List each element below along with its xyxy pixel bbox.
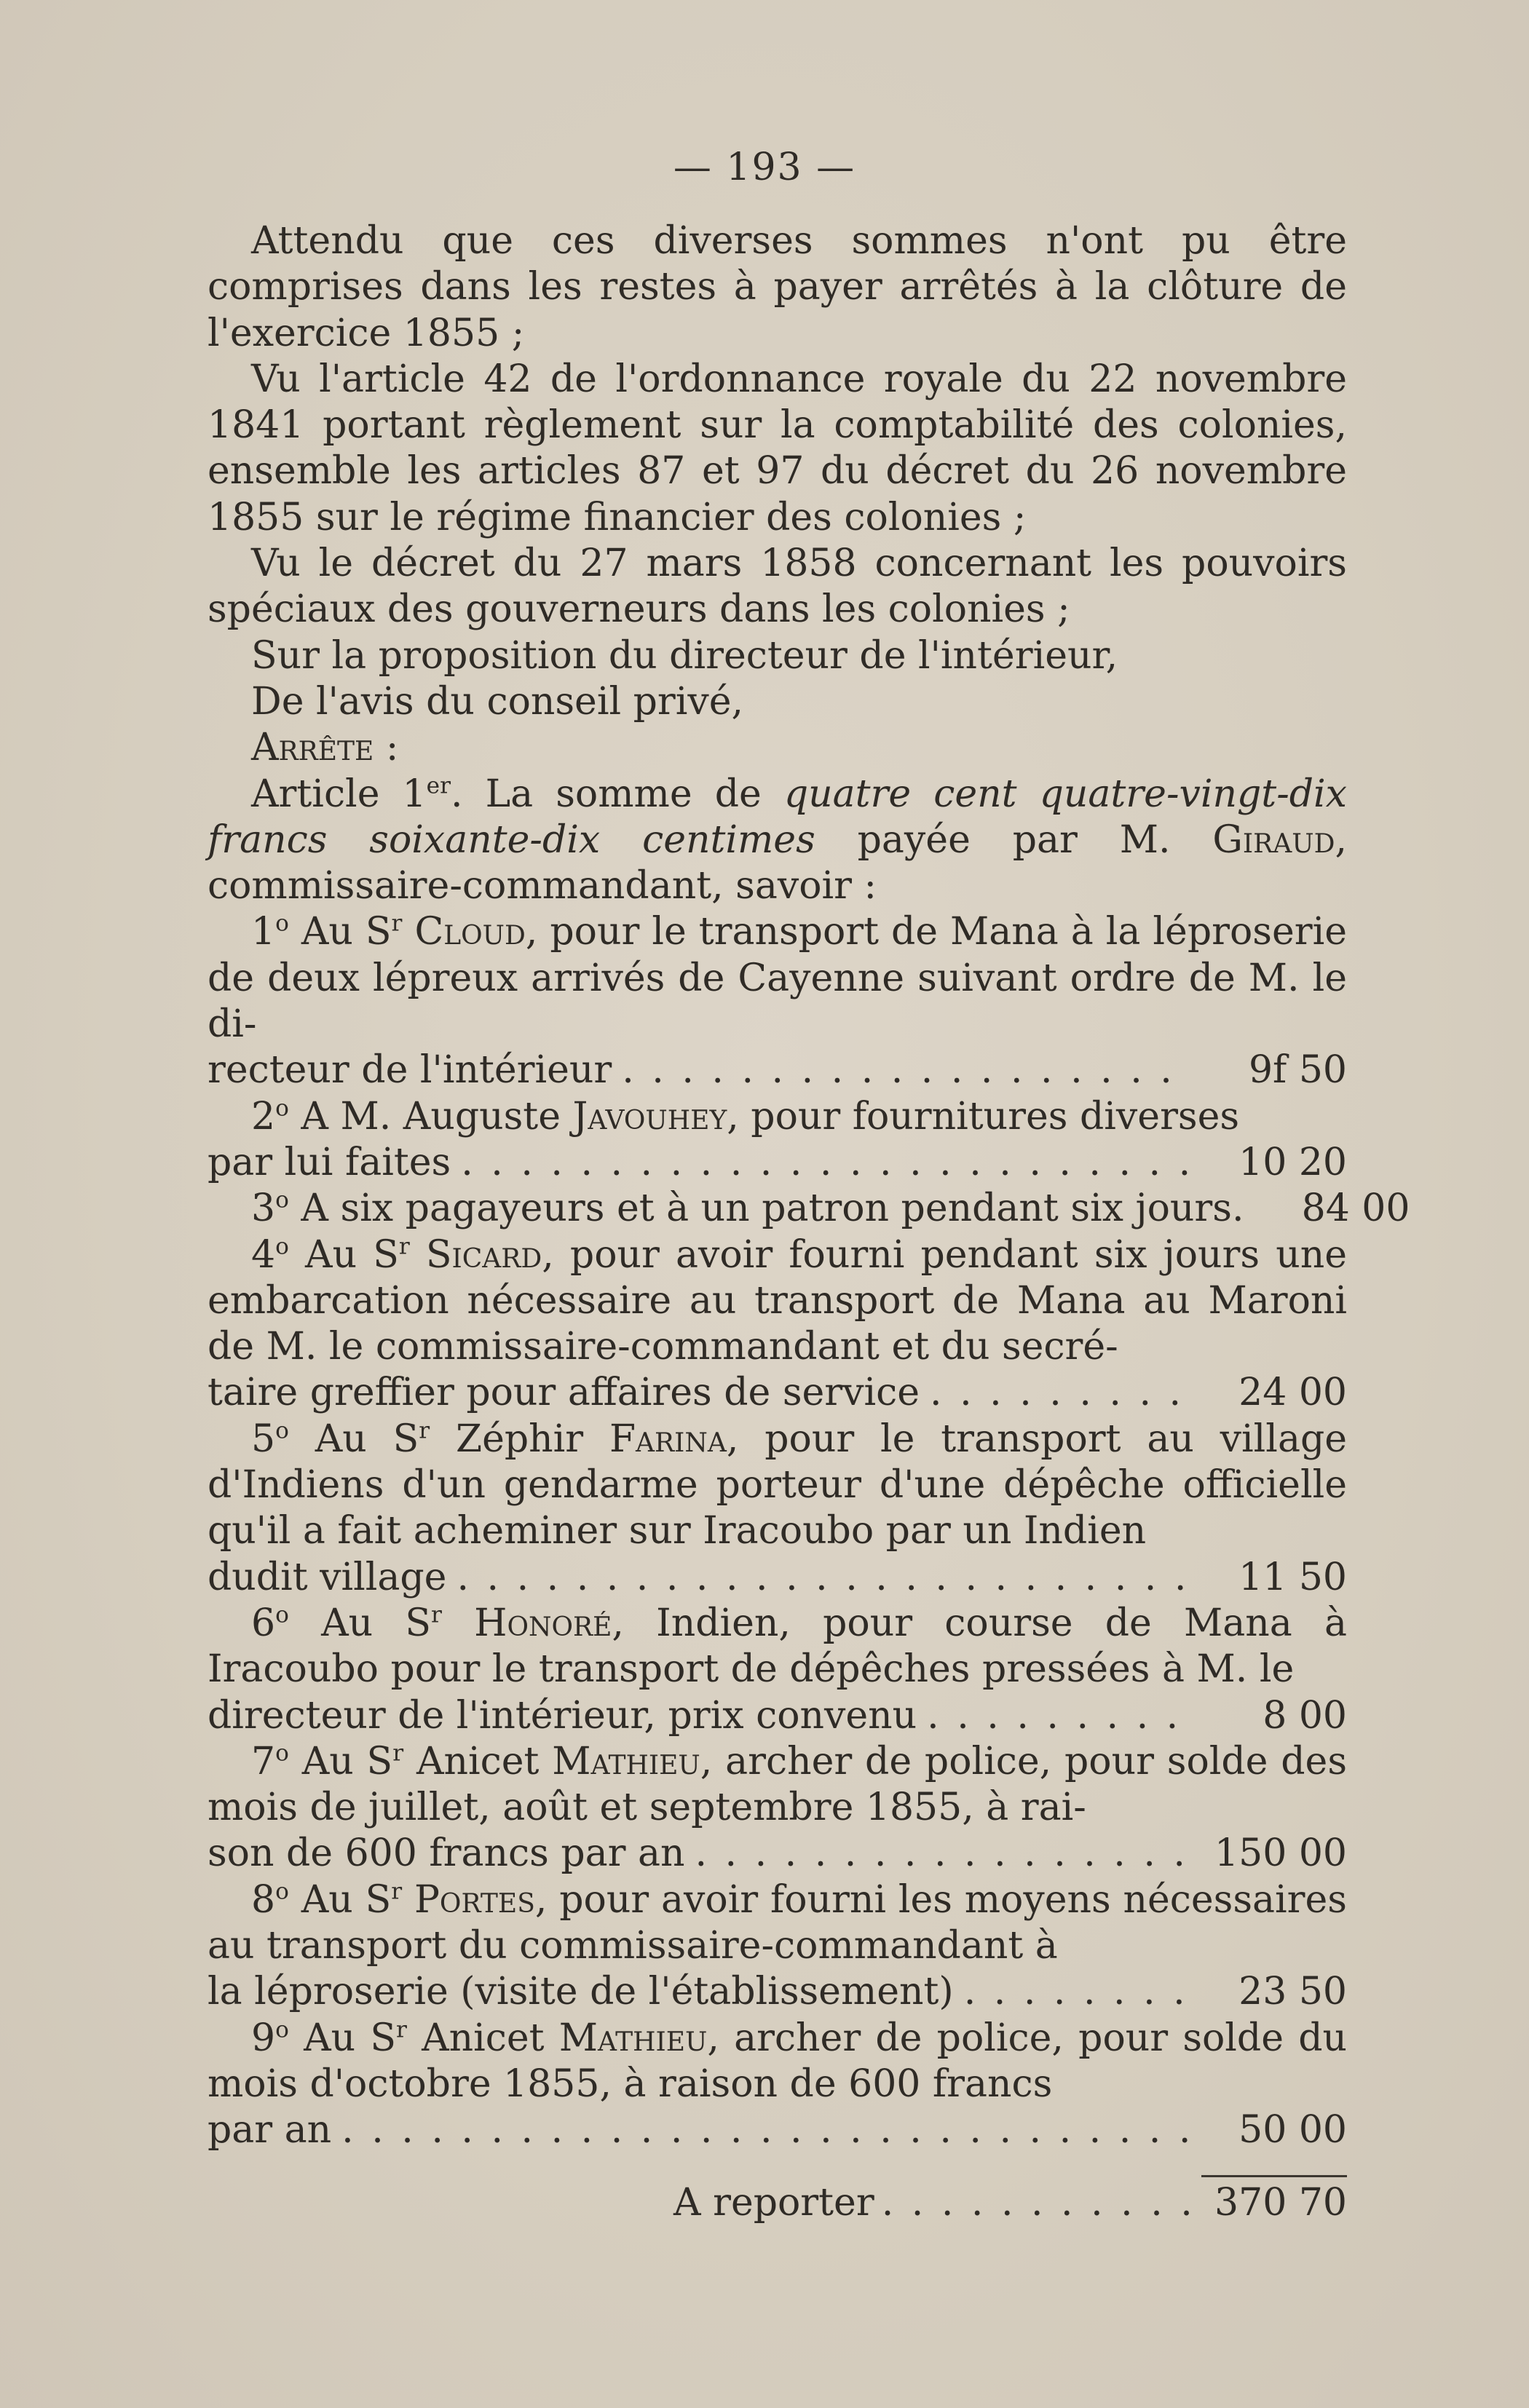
entry-number: 3 [251,1187,276,1231]
entry-number: 9 [251,2016,276,2060]
entry-body [208,1232,1347,1371]
entry-pre: Au S [288,910,392,954]
entry-body [208,1417,1347,1555]
entry-firstname: Zéphir [455,1417,609,1461]
entry-last-line [208,1140,1347,1186]
entry-body [208,1601,1347,1693]
entry-name: Mathieu [558,2016,708,2060]
article-label: Article 1 [251,772,427,816]
entry-last-text: par lui faites [208,1140,451,1184]
page-number: — 193 — [673,146,856,189]
entry-last-text: la léproserie (visite de l'établissement) [208,1970,954,2014]
dot-leader [622,1047,1191,1093]
dot-leader [341,2107,1191,2153]
entry-body-text: , pour avoir fourni pendant six jours une embarcation nécessaire au transport de Mana au Maroni de M. le commissaire-commandant et du secré- [208,1232,1347,1369]
entry-number: 2 [251,1094,276,1138]
list-item [208,1877,1347,2016]
entry-sup: r [391,1878,403,1905]
dot-leader [964,1969,1191,2015]
entry-last-line [208,1693,1347,1739]
report-amount: 370 70 [1201,2175,1347,2226]
degree-sign: o [275,1095,289,1122]
entry-body-text: , Indien, pour course de Mana à Iracoubo pour le transport de dépêches pressées à M. le [208,1601,1348,1692]
entry-firstname: Anicet [422,2016,559,2060]
list-item [208,1417,1347,1601]
entry-last-text: taire greffier pour affaires de service [208,1371,920,1415]
considerant-2: Vu l'article 42 de l'ordonnance royale du 22 novembre 1841 portant règlement sur la comptabilité des colonies, ensemble les articles 87 et 97 du décret du 26 novembre 1855 sur le régime financier des colonies ; [208,357,1347,539]
list-item [208,1601,1347,1739]
avis-line: De l'avis du conseil privé, [251,679,744,724]
entry-last-line [208,1969,1347,2015]
degree-sign: o [275,2016,289,2043]
degree-sign: o [275,911,289,938]
dot-leader [930,1370,1191,1416]
article-text-b: payée par M. [815,817,1213,862]
entry-last-line [208,1555,1347,1601]
entry-body [208,909,1347,1047]
considerant-3: Vu le décret du 27 mars 1858 concernant les pouvoirs spéciaux des gouverneurs dans les colonies ; [208,542,1347,632]
entry-number: 5 [251,1417,276,1461]
entry-amount: 23 50 [1238,1970,1347,2014]
degree-sign: o [275,1878,289,1905]
entry-last-line [208,1370,1347,1416]
entry-sup: r [398,1233,410,1260]
entry-last-line [208,1186,1410,1232]
dot-leader [695,1831,1191,1877]
entry-last-line [208,2107,1347,2153]
list-item [208,1186,1410,1232]
entry-name: Honoré [474,1601,612,1645]
entry-amount: 150 00 [1214,1831,1347,1876]
entry-name: Mathieu [552,1739,700,1783]
degree-sign: o [275,1417,289,1444]
entry-sup: r [391,911,403,938]
proposition-line: Sur la proposition du directeur de l'intérieur, [251,633,1118,678]
list-item [208,909,1347,1093]
entry-last-line [208,1831,1347,1877]
dot-leader [927,1693,1191,1739]
entry-name: Portes [414,1877,535,1922]
list-item [208,2016,1347,2154]
entry-number: 8 [251,1877,276,1922]
entry-pre: Au S [288,2016,396,2060]
entry-last-text: dudit village [208,1555,447,1599]
entry-sup: r [431,1601,442,1628]
degree-sign: o [275,1601,289,1628]
entry-last-text: directeur de l'intérieur, prix convenu [208,1693,917,1738]
entry-last-line [208,1047,1347,1093]
entry-last-text: recteur de l'intérieur [208,1048,612,1093]
entry-body-text: , pour fournitures diverses [727,1094,1240,1138]
entry-amount: 24 00 [1238,1371,1347,1415]
text-block [208,218,1410,2227]
entry-body [208,1094,1347,1140]
entry-number: 1 [251,910,276,954]
considerant-1: Attendu que ces diverses sommes n'ont pu être comprises dans les restes à payer arrêtés à la clôture de l'exercice 1855 ; [208,219,1347,355]
entry-amount: 84 00 [1301,1187,1410,1231]
entry-sup: r [395,2016,407,2043]
degree-sign: o [275,1233,289,1260]
entry-last-text: son de 600 francs par an [208,1831,685,1876]
entry-last-text: par an [208,2108,332,2152]
entry-name: Sicard [425,1232,542,1277]
entry-body [208,1877,1347,1970]
entry-name: Farina [609,1417,727,1461]
entry-pre: Au S [288,1417,419,1461]
entry-body [208,1739,1347,1831]
article-name: Giraud [1212,817,1335,862]
article-sup: er [426,772,451,799]
article-1 [208,772,1347,910]
entry-pre: A M. Auguste [288,1094,573,1138]
degree-sign: o [275,1740,289,1767]
entry-body-text: , pour le transport de Mana à la léproserie de deux lépreux arrivés de Cayenne suivant ordre de M. le di- [208,910,1347,1047]
entry-body-text: , pour avoir fourni les moyens nécessaires au transport du commissaire-commandant à [208,1877,1347,1968]
entry-firstname: Anicet [416,1739,553,1783]
entry-body-text: , archer de police, pour solde des mois de juillet, août et septembre 1855, à rai- [208,1739,1348,1830]
report-leader [882,2180,1194,2226]
list-item [208,1739,1347,1877]
entry-amount: 11 50 [1238,1555,1347,1599]
arrete-heading: Arrête : [251,726,399,770]
entry-pre: Au S [288,1601,431,1645]
entry-pre: Au S [288,1877,392,1922]
dot-leader [461,1140,1191,1186]
entry-body-text: , pour le transport au village d'Indiens d'un gendarme porteur d'une dépêche officielle qu'il a fait acheminer sur Iracoubo par un Indien [208,1417,1348,1553]
entry-body [208,2016,1347,2108]
entry-number: 6 [251,1601,276,1645]
entry-pre: Au S [288,1232,399,1277]
entry-name: Cloud [414,910,526,954]
entry-pre: Au S [288,1739,393,1783]
list-item [208,1094,1347,1187]
report-line [208,2175,1347,2226]
entry-amount: 50 00 [1238,2108,1347,2152]
entry-body-text: , archer de police, pour solde du mois d'octobre 1855, à raison de 600 francs [208,2016,1347,2106]
entry-last-text: A six pagayeurs et à un patron pendant six jours. [288,1187,1244,1231]
report-label: A reporter [673,2181,874,2225]
article-amount-words: quatre cent quatre-vingt-dix francs soixante-dix centimes [208,772,1348,862]
article-text-c: , commissaire-commandant, savoir : [208,817,1347,908]
article-text-a: . La somme de [451,772,784,816]
list-item [208,1232,1347,1417]
entry-sup: r [419,1417,430,1444]
entry-name: Javouhey [572,1094,727,1138]
entry-amount: 9f 50 [1248,1048,1347,1093]
entry-amount: 10 20 [1238,1140,1347,1184]
entry-number: 4 [251,1232,276,1277]
entry-amount: 8 00 [1263,1693,1347,1738]
degree-sign: o [275,1187,289,1213]
entries-list [208,909,1410,2153]
entry-sup: r [392,1740,404,1767]
entry-number: 7 [251,1739,276,1783]
dot-leader [457,1555,1191,1601]
